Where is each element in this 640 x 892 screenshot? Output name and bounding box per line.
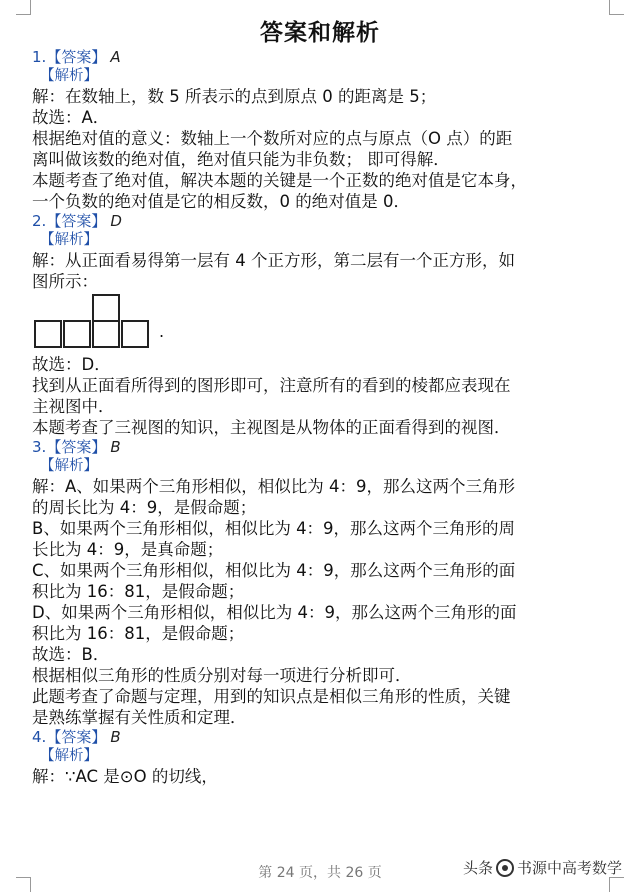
q2-analysis-tag: 【解析】 (40, 232, 98, 248)
page-footer: 第 24 页，共 26 页 (258, 865, 382, 881)
q3-answer-tag: 【答案】 (46, 438, 107, 456)
q1-line: 一个负数的绝对值是它的相反数，0 的绝对值是 0． (32, 192, 410, 211)
figure-period: . (159, 322, 165, 341)
q3-line: 根据相似三角形的性质分别对每一项进行分析即可． (32, 666, 412, 685)
q1-line: 根据绝对值的意义：数轴上一个数所对应的点与原点（O 点）的距 (32, 129, 513, 148)
q3-line: 故选：B． (32, 645, 110, 664)
toutiao-logo-icon (496, 859, 514, 877)
q3-line: 积比为 16：81，是假命题； (32, 582, 245, 601)
q1-line: 本题考查了绝对值，解决本题的关键是一个正数的绝对值是它本身， (32, 171, 527, 190)
q3-line: D、如果两个三角形相似，相似比为 4：9，那么这两个三角形的面 (32, 603, 517, 622)
watermark (463, 857, 622, 878)
crop-mark-top-left (16, 0, 31, 15)
q1-line: 离叫做该数的绝对值，绝对值只能为非负数； 即可得解． (32, 150, 450, 169)
figure-square (92, 320, 120, 348)
q1-line: 故选：A． (32, 108, 110, 127)
front-view-figure (32, 292, 618, 354)
watermark-prefix: 头条 (462, 859, 493, 877)
q2-line: 主视图中． (32, 397, 115, 416)
q3-line: 解：A、如果两个三角形相似，相似比为 4：9，那么这两个三角形 (32, 477, 516, 496)
q4-analysis-tag: 【解析】 (40, 748, 98, 764)
q2-line: 找到从正面看所得到的图形即可，注意所有的看到的棱都应表现在 (32, 376, 511, 395)
q3-line: 此题考查了命题与定理，用到的知识点是相似三角形的性质，关键 (32, 687, 511, 706)
q2-choice: D (110, 212, 122, 230)
figure-square-top (92, 294, 120, 322)
crop-mark-top-right (609, 0, 624, 15)
q2-line: 故选：D． (32, 355, 111, 374)
figure-square (34, 320, 62, 348)
q4-line: 解：∵AC 是⊙O 的切线， (32, 767, 218, 786)
watermark-account: 书源中高考数学 (516, 859, 622, 877)
q1-analysis-tag: 【解析】 (40, 68, 98, 84)
q3-line: 积比为 16：81，是假命题； (32, 624, 245, 643)
q3-number: 3. (32, 438, 47, 456)
q2-line: 本题考查了三视图的知识，主视图是从物体的正面看得到的视图． (32, 418, 511, 437)
q4-answer-tag: 【答案】 (46, 728, 107, 746)
q3-line: C、如果两个三角形相似，相似比为 4：9，那么这两个三角形的面 (32, 561, 516, 580)
q4-choice: B (110, 728, 121, 746)
q1-number: 1. (32, 48, 47, 66)
q3-answer-line (32, 438, 618, 457)
figure-square (121, 320, 149, 348)
q1-answer-tag: 【答案】 (46, 48, 107, 66)
q3-line: 长比为 4：9，是真命题； (32, 540, 224, 559)
q2-line: 解：从正面看易得第一层有 4 个正方形，第二层有一个正方形，如 (32, 251, 515, 270)
q1-answer-line (32, 48, 618, 67)
q3-analysis-tag: 【解析】 (40, 458, 98, 474)
page-title: 答案和解析 (260, 20, 380, 46)
q1-line: 解：在数轴上，数 5 所表示的点到原点 0 的距离是 5； (32, 87, 437, 106)
q4-answer-line (32, 728, 618, 747)
q3-line: 的周长比为 4：9，是假命题； (32, 498, 257, 517)
q4-number: 4. (32, 728, 47, 746)
q1-choice: A (110, 48, 121, 66)
q3-choice: B (110, 438, 121, 456)
q2-number: 2. (32, 212, 47, 230)
q2-answer-line (32, 212, 618, 231)
q2-answer-tag: 【答案】 (46, 212, 107, 230)
figure-square (63, 320, 91, 348)
q2-line: 图所示： (32, 272, 98, 291)
q3-line: B、如果两个三角形相似，相似比为 4：9，那么这两个三角形的周 (32, 519, 516, 538)
q3-line: 是熟练掌握有关性质和定理． (32, 708, 247, 727)
solutions-content (32, 48, 618, 787)
